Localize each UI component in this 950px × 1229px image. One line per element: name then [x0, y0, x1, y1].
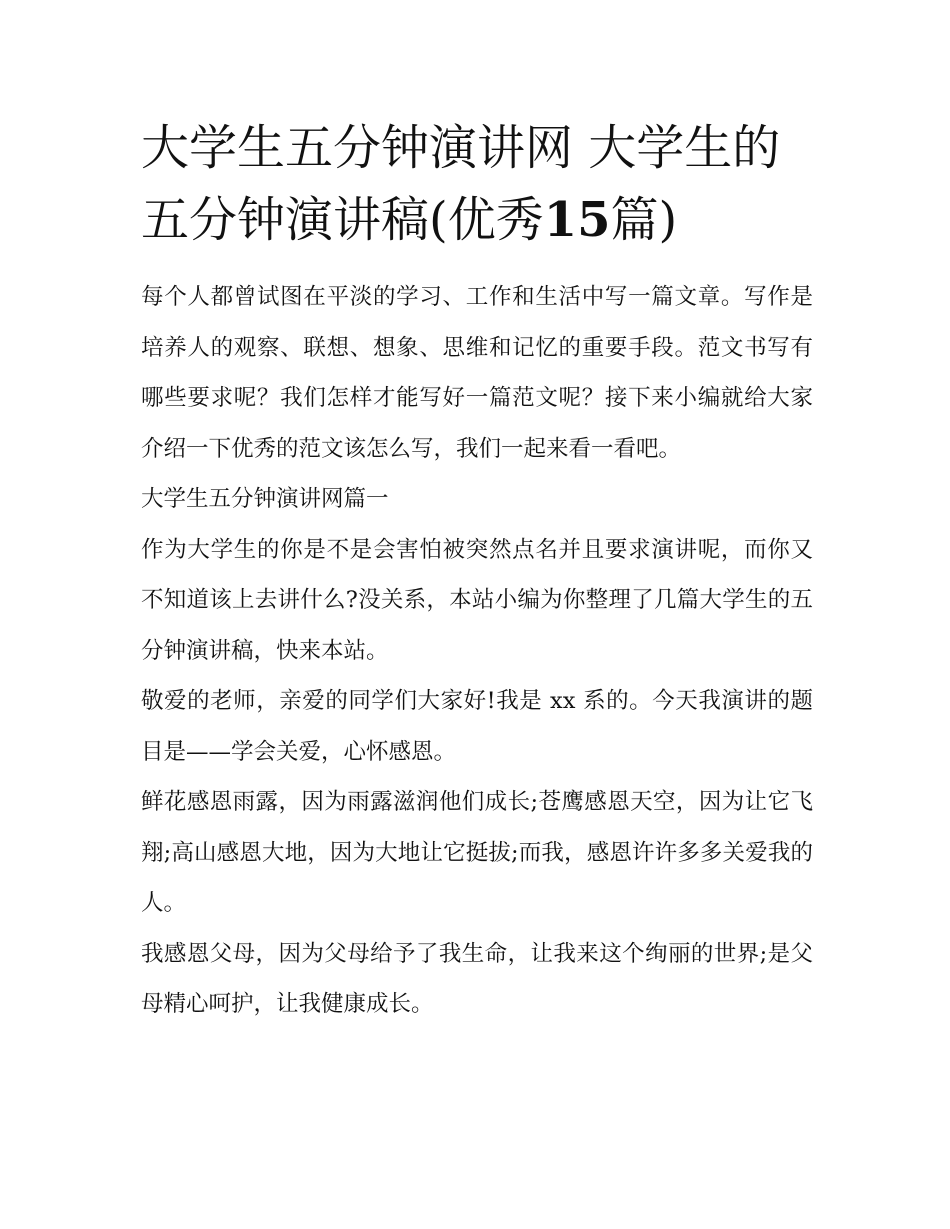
section-heading: 大学生五分钟演讲网篇一 — [141, 486, 389, 512]
document-body — [141, 272, 813, 1030]
title-text: 大学生五分钟演讲网 大学生的五分钟演讲稿(优秀 — [141, 120, 781, 248]
body-paragraph: 作为大学生的你是不是会害怕被突然点名并且要求演讲呢，而你又不知道该上去讲什么?没关系，本站小编为你整理了几篇大学生的五分钟演讲稿，快来本站。 — [141, 536, 813, 664]
body-paragraph: 敬爱的老师，亲爱的同学们大家好!我是 xx 系的。今天我演讲的题目是——学会关爱，心怀感恩。 — [141, 688, 813, 765]
document-title — [141, 112, 813, 256]
title-suffix: 篇) — [610, 192, 678, 248]
document-content — [141, 112, 813, 1030]
body-paragraph: 鲜花感恩雨露，因为雨露滋润他们成长;苍鹰感恩天空，因为让它飞翔;高山感恩大地，因为大地让它挺拔;而我，感恩许许多多关爱我的人。 — [141, 789, 813, 916]
intro-paragraph: 每个人都曾试图在平淡的学习、工作和生活中写一篇文章。写作是培养人的观察、联想、想象、思维和记忆的重要手段。范文书写有哪些要求呢？我们怎样才能写好一篇范文呢？接下来小编就给大家介绍一下优秀的范文该怎么写，我们一起来看一看吧。 — [141, 284, 813, 462]
title-number: 15 — [543, 192, 611, 248]
body-paragraph: 我感恩父母，因为父母给予了我生命，让我来这个绚丽的世界;是父母精心呵护，让我健康成长。 — [141, 940, 813, 1017]
